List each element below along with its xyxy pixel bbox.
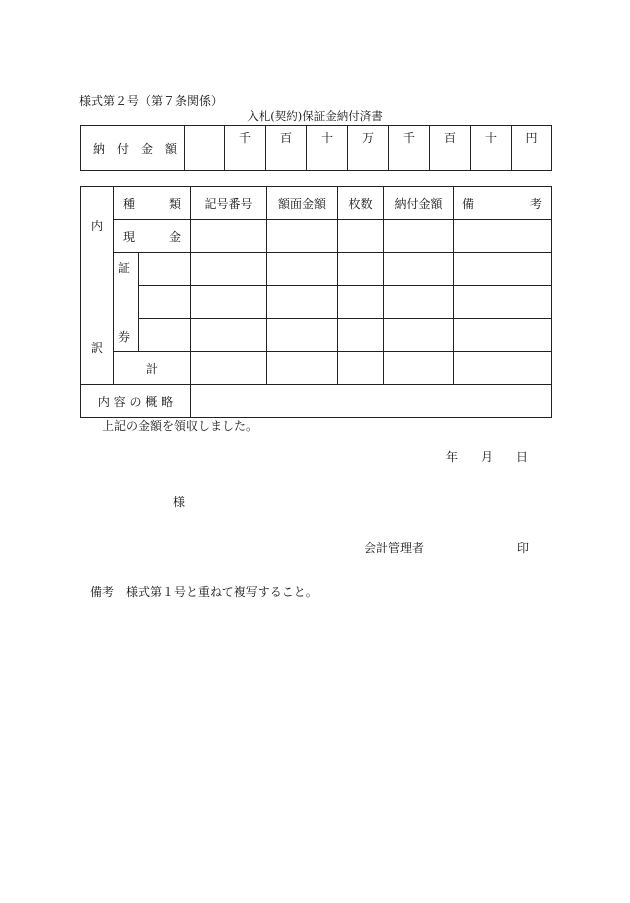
table-cell[interactable] <box>454 319 552 352</box>
digit-unit-label: 千 <box>238 131 251 145</box>
col-header-label: 枚数 <box>348 196 373 211</box>
document-title: 入札(契約)保証金納付済書 <box>247 109 383 123</box>
breakdown-side-bottom: 訳 <box>91 341 104 355</box>
remarks-a: 備 <box>462 196 475 211</box>
table-cell[interactable] <box>139 286 191 319</box>
table-row <box>81 352 552 385</box>
securities-b: 券 <box>118 330 131 344</box>
table-row <box>81 286 552 319</box>
col-header-remarks <box>454 187 552 220</box>
digit-cell[interactable] <box>430 126 471 171</box>
table-row <box>81 319 552 352</box>
table-cell[interactable] <box>384 220 454 253</box>
table-cell[interactable] <box>338 286 384 319</box>
digit-unit-label: 千 <box>402 131 415 145</box>
table-cell[interactable] <box>191 352 267 385</box>
cash-b: 金 <box>168 229 181 244</box>
cash-label-cell <box>114 220 191 253</box>
form-number: 様式第２号（第７条関係） <box>79 94 224 108</box>
col-header-paid-amount <box>384 187 454 220</box>
col-header-label: 記号番号 <box>204 196 253 211</box>
table-cell[interactable] <box>338 352 384 385</box>
digit-unit-label: 円 <box>525 131 538 145</box>
total-label: 計 <box>145 361 158 376</box>
table-cell[interactable] <box>338 220 384 253</box>
table-cell[interactable] <box>191 286 267 319</box>
securities-a: 証 <box>118 261 131 275</box>
breakdown-side-top: 内 <box>91 219 104 233</box>
seal-mark: 印 <box>517 541 530 555</box>
date-day: 日 <box>516 450 529 464</box>
digit-cell[interactable] <box>348 126 389 171</box>
accountant-label: 会計管理者 <box>364 541 425 555</box>
digit-unit-label: 十 <box>484 131 497 145</box>
table-cell[interactable] <box>454 352 552 385</box>
digit-cell[interactable] <box>471 126 512 171</box>
receipt-statement: 上記の金額を領収しました。 <box>102 419 259 433</box>
summary-label: 内 容 の 概 略 <box>97 394 174 409</box>
col-header-count <box>338 187 384 220</box>
digit-cell[interactable] <box>512 126 552 171</box>
amount-table <box>80 125 552 171</box>
digit-unit-label: 百 <box>443 131 456 145</box>
digit-cell[interactable] <box>225 126 266 171</box>
note-text: 備考 様式第１号と重ねて複写すること。 <box>90 585 318 599</box>
table-cell[interactable] <box>267 319 338 352</box>
table-cell[interactable] <box>139 253 191 286</box>
date-year: 年 <box>446 450 459 464</box>
table-cell[interactable] <box>139 319 191 352</box>
table-cell[interactable] <box>267 253 338 286</box>
table-cell[interactable] <box>191 220 267 253</box>
col-header-face-value <box>267 187 338 220</box>
digit-unit-label: 十 <box>320 131 333 145</box>
table-cell[interactable] <box>267 220 338 253</box>
table-cell[interactable] <box>338 253 384 286</box>
table-cell[interactable] <box>454 286 552 319</box>
amount-label-cell <box>81 126 185 171</box>
amount-blank-cell[interactable] <box>185 126 225 171</box>
table-row <box>81 253 552 286</box>
summary-label-cell <box>81 385 191 418</box>
type-header-b: 類 <box>168 196 181 211</box>
addressee-suffix: 様 <box>173 495 186 509</box>
digit-cell[interactable] <box>307 126 348 171</box>
col-header-label: 額面金額 <box>277 196 326 211</box>
col-header-label: 納付金額 <box>394 196 443 211</box>
type-header-a: 種 <box>123 196 136 211</box>
table-cell[interactable] <box>454 253 552 286</box>
table-cell[interactable] <box>338 319 384 352</box>
table-cell[interactable] <box>191 253 267 286</box>
digit-unit-label: 万 <box>361 131 374 145</box>
breakdown-side-cell <box>81 187 114 385</box>
amount-label: 納 付 金 額 <box>93 141 178 156</box>
securities-label-cell <box>114 253 139 352</box>
total-label-cell <box>114 352 191 385</box>
table-cell[interactable] <box>267 352 338 385</box>
table-cell[interactable] <box>191 319 267 352</box>
breakdown-table <box>80 186 552 418</box>
table-row <box>81 385 552 418</box>
table-cell[interactable] <box>384 352 454 385</box>
cash-a: 現 <box>123 229 136 244</box>
type-header-cell <box>114 187 191 220</box>
table-cell[interactable] <box>267 286 338 319</box>
remarks-b: 考 <box>529 196 542 211</box>
table-cell[interactable] <box>384 319 454 352</box>
summary-value-cell[interactable] <box>191 385 552 418</box>
table-cell[interactable] <box>384 286 454 319</box>
table-row <box>81 220 552 253</box>
digit-cell[interactable] <box>389 126 430 171</box>
table-cell[interactable] <box>384 253 454 286</box>
table-cell[interactable] <box>454 220 552 253</box>
digit-unit-label: 百 <box>279 131 292 145</box>
digit-cell[interactable] <box>266 126 307 171</box>
col-header-serial <box>191 187 267 220</box>
date-month: 月 <box>481 450 494 464</box>
